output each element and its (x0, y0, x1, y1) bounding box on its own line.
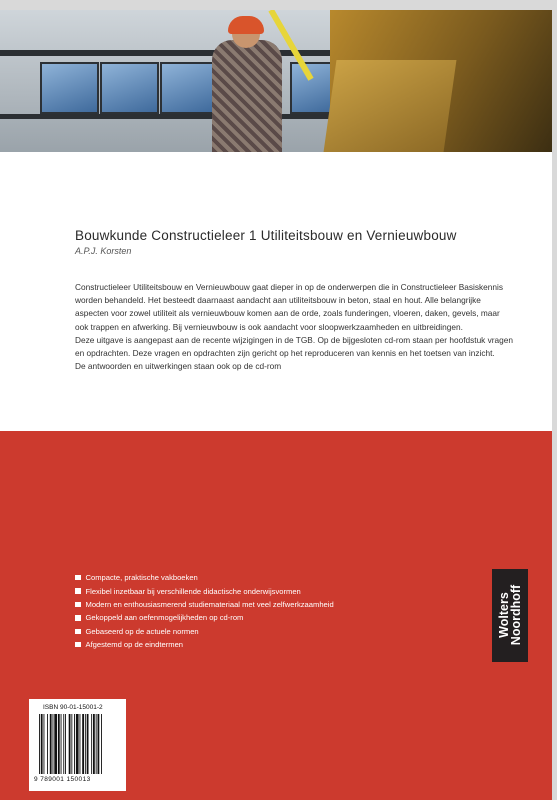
square-bullet-icon (75, 615, 81, 621)
barcode-bar (87, 714, 89, 774)
barcode-graphic (39, 714, 121, 774)
photo-worker (212, 40, 282, 152)
square-bullet-icon (75, 629, 81, 635)
square-bullet-icon (75, 642, 81, 648)
photo-beam (0, 114, 380, 119)
barcode-number: 9 789001 150013 (34, 776, 91, 783)
barcode-bar (71, 714, 72, 774)
barcode-bar (91, 714, 92, 774)
photo-window (40, 62, 99, 114)
publisher-logo (492, 569, 528, 662)
barcode-bar (39, 714, 40, 774)
feature-item: Flexibel inzetbaar bij verschillende didactische onderwijsvormen (75, 584, 334, 597)
barcode-bar (74, 714, 75, 774)
barcode-bar (80, 714, 81, 774)
barcode-bar (98, 714, 100, 774)
isbn-text: ISBN 90-01-15001-2 (43, 704, 103, 711)
barcode-bar (96, 714, 97, 774)
hard-hat-icon (228, 16, 264, 34)
feature-item: Modern en enthousiasmerend studiemateriaal met veel zelfwerkzaamheid (75, 598, 334, 611)
barcode-bar (76, 714, 79, 774)
barcode-bar (58, 714, 60, 774)
feature-item: Gekoppeld aan oefenmogelijkheden op cd-rom (75, 611, 334, 624)
barcode-bar (82, 714, 84, 774)
description-paragraph: De antwoorden en uitwerkingen staan ook op de cd-rom (75, 361, 282, 372)
barcode-bar (50, 714, 52, 774)
photo-window (160, 62, 214, 114)
feature-item: Gebaseerd op de actuele normen (75, 625, 334, 638)
barcode-bar (53, 714, 54, 774)
barcode-bar (41, 714, 43, 774)
barcode-bar (44, 714, 45, 774)
photo-bucket (324, 60, 457, 152)
barcode-label (29, 699, 126, 791)
barcode-bar (47, 714, 48, 774)
publisher-name-line1: Wolters (497, 592, 511, 638)
photo-window (100, 62, 159, 114)
feature-list (75, 571, 334, 651)
square-bullet-icon (75, 602, 81, 608)
book-author: A.P.J. Korsten (75, 246, 132, 256)
cover-photo (0, 10, 552, 152)
photo-beam (0, 50, 380, 56)
description-paragraph: Constructieleer Utiliteitsbouw en Vernieuwbouw gaat dieper in op de onderwerpen die in Constructieleer Basiskennis worden behandeld. Het besteedt daarnaast aandacht aan utiliteitsbouw in beton, staal en hout. Alle belangrijke aspecten voor zowel utiliteit als vernieuwbouw komen aan de orde, zoals funderingen, vloeren, daken, gevels, maar ook trappen en afwerking. Bij vernieuwbouw is ook aandacht voor sloopwerkzaamheden en uitbreidingen. (75, 282, 503, 332)
photo-window (290, 62, 334, 114)
publisher-name-line2: Noordhoff (509, 584, 523, 646)
feature-item: Afgestemd op de eindtermen (75, 638, 334, 651)
feature-item: Compacte, praktische vakboeken (75, 571, 334, 584)
barcode-bar (69, 714, 71, 774)
book-description (75, 281, 515, 373)
square-bullet-icon (75, 575, 81, 581)
book-title: Bouwkunde Constructieleer 1 Utiliteitsbouw en Vernieuwbouw (75, 228, 457, 243)
barcode-bar (54, 714, 57, 774)
description-paragraph: Deze uitgave is aangepast aan de recente wijzigingen in de TGB. Op de bijgesloten cd-rom staan per hoofdstuk vragen en opdrachten. Deze vragen en opdrachten zijn gericht op het reproduceren van kennis en het toetsen van inzicht. (75, 334, 514, 359)
book-back-cover (0, 10, 552, 800)
barcode-bar (101, 714, 102, 774)
square-bullet-icon (75, 588, 81, 594)
barcode-bar (65, 714, 66, 774)
publisher-logo-text (498, 585, 522, 645)
barcode-bar (63, 714, 64, 774)
barcode-bar (93, 714, 95, 774)
barcode-bars (39, 714, 121, 774)
barcode-bar (61, 714, 62, 774)
barcode-bar (85, 714, 86, 774)
